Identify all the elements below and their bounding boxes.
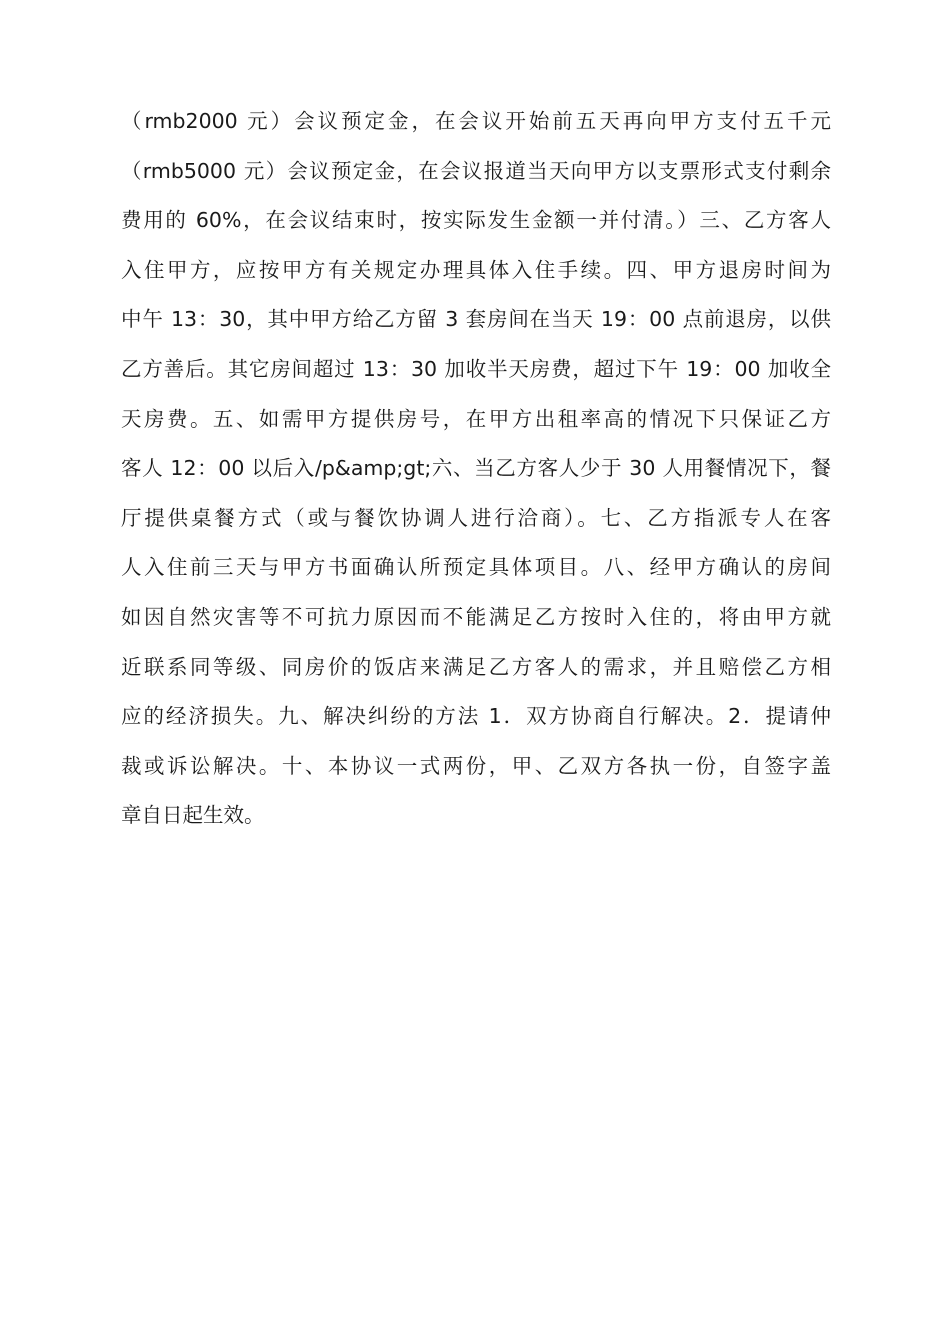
text-line: 近联系同等级、同房价的饭店来满足乙方客人的需求，并且赔偿乙方相 [121,654,831,679]
text-line: 应的经济损失。九、解决纠纷的方法 1．双方协商自行解决。2．提请仲 [121,704,831,729]
text-line-last: 章自日起生效。 [121,803,265,828]
text-line: 人入住前三天与甲方书面确认所预定具体项目。八、经甲方确认的房间 [121,555,831,580]
text-line: 如因自然灾害等不可抗力原因而不能满足乙方按时入住的，将由甲方就 [121,604,831,629]
text-line: 费用的 60%，在会议结束时，按实际发生金额一并付清。）三、乙方客人 [121,208,831,233]
text-line: 裁或诉讼解决。十、本协议一式两份，甲、乙双方各执一份，自签字盖 [121,753,831,778]
text-line: 入住甲方，应按甲方有关规定办理具体入住手续。四、甲方退房时间为 [121,257,831,282]
text-line: （rmb2000 元）会议预定金，在会议开始前五天再向甲方支付五千元 [121,109,831,133]
text-line: 中午 13：30，其中甲方给乙方留 3 套房间在当天 19：00 点前退房，以供 [121,307,831,332]
text-line: 客人 12：00 以后入/p&amp;gt;六、当乙方客人少于 30 人用餐情况下，餐 [121,456,831,481]
text-line: 厅提供桌餐方式（或与餐饮协调人进行洽商）。七、乙方指派专人在客 [121,505,831,530]
document-body [121,97,831,841]
text-line: 天房费。五、如需甲方提供房号，在甲方出租率高的情况下只保证乙方 [121,406,831,431]
text-line: 乙方善后。其它房间超过 13：30 加收半天房费，超过下午 19：00 加收全 [121,356,831,381]
text-line: （rmb5000 元）会议预定金，在会议报道当天向甲方以支票形式支付剩余 [121,158,831,183]
